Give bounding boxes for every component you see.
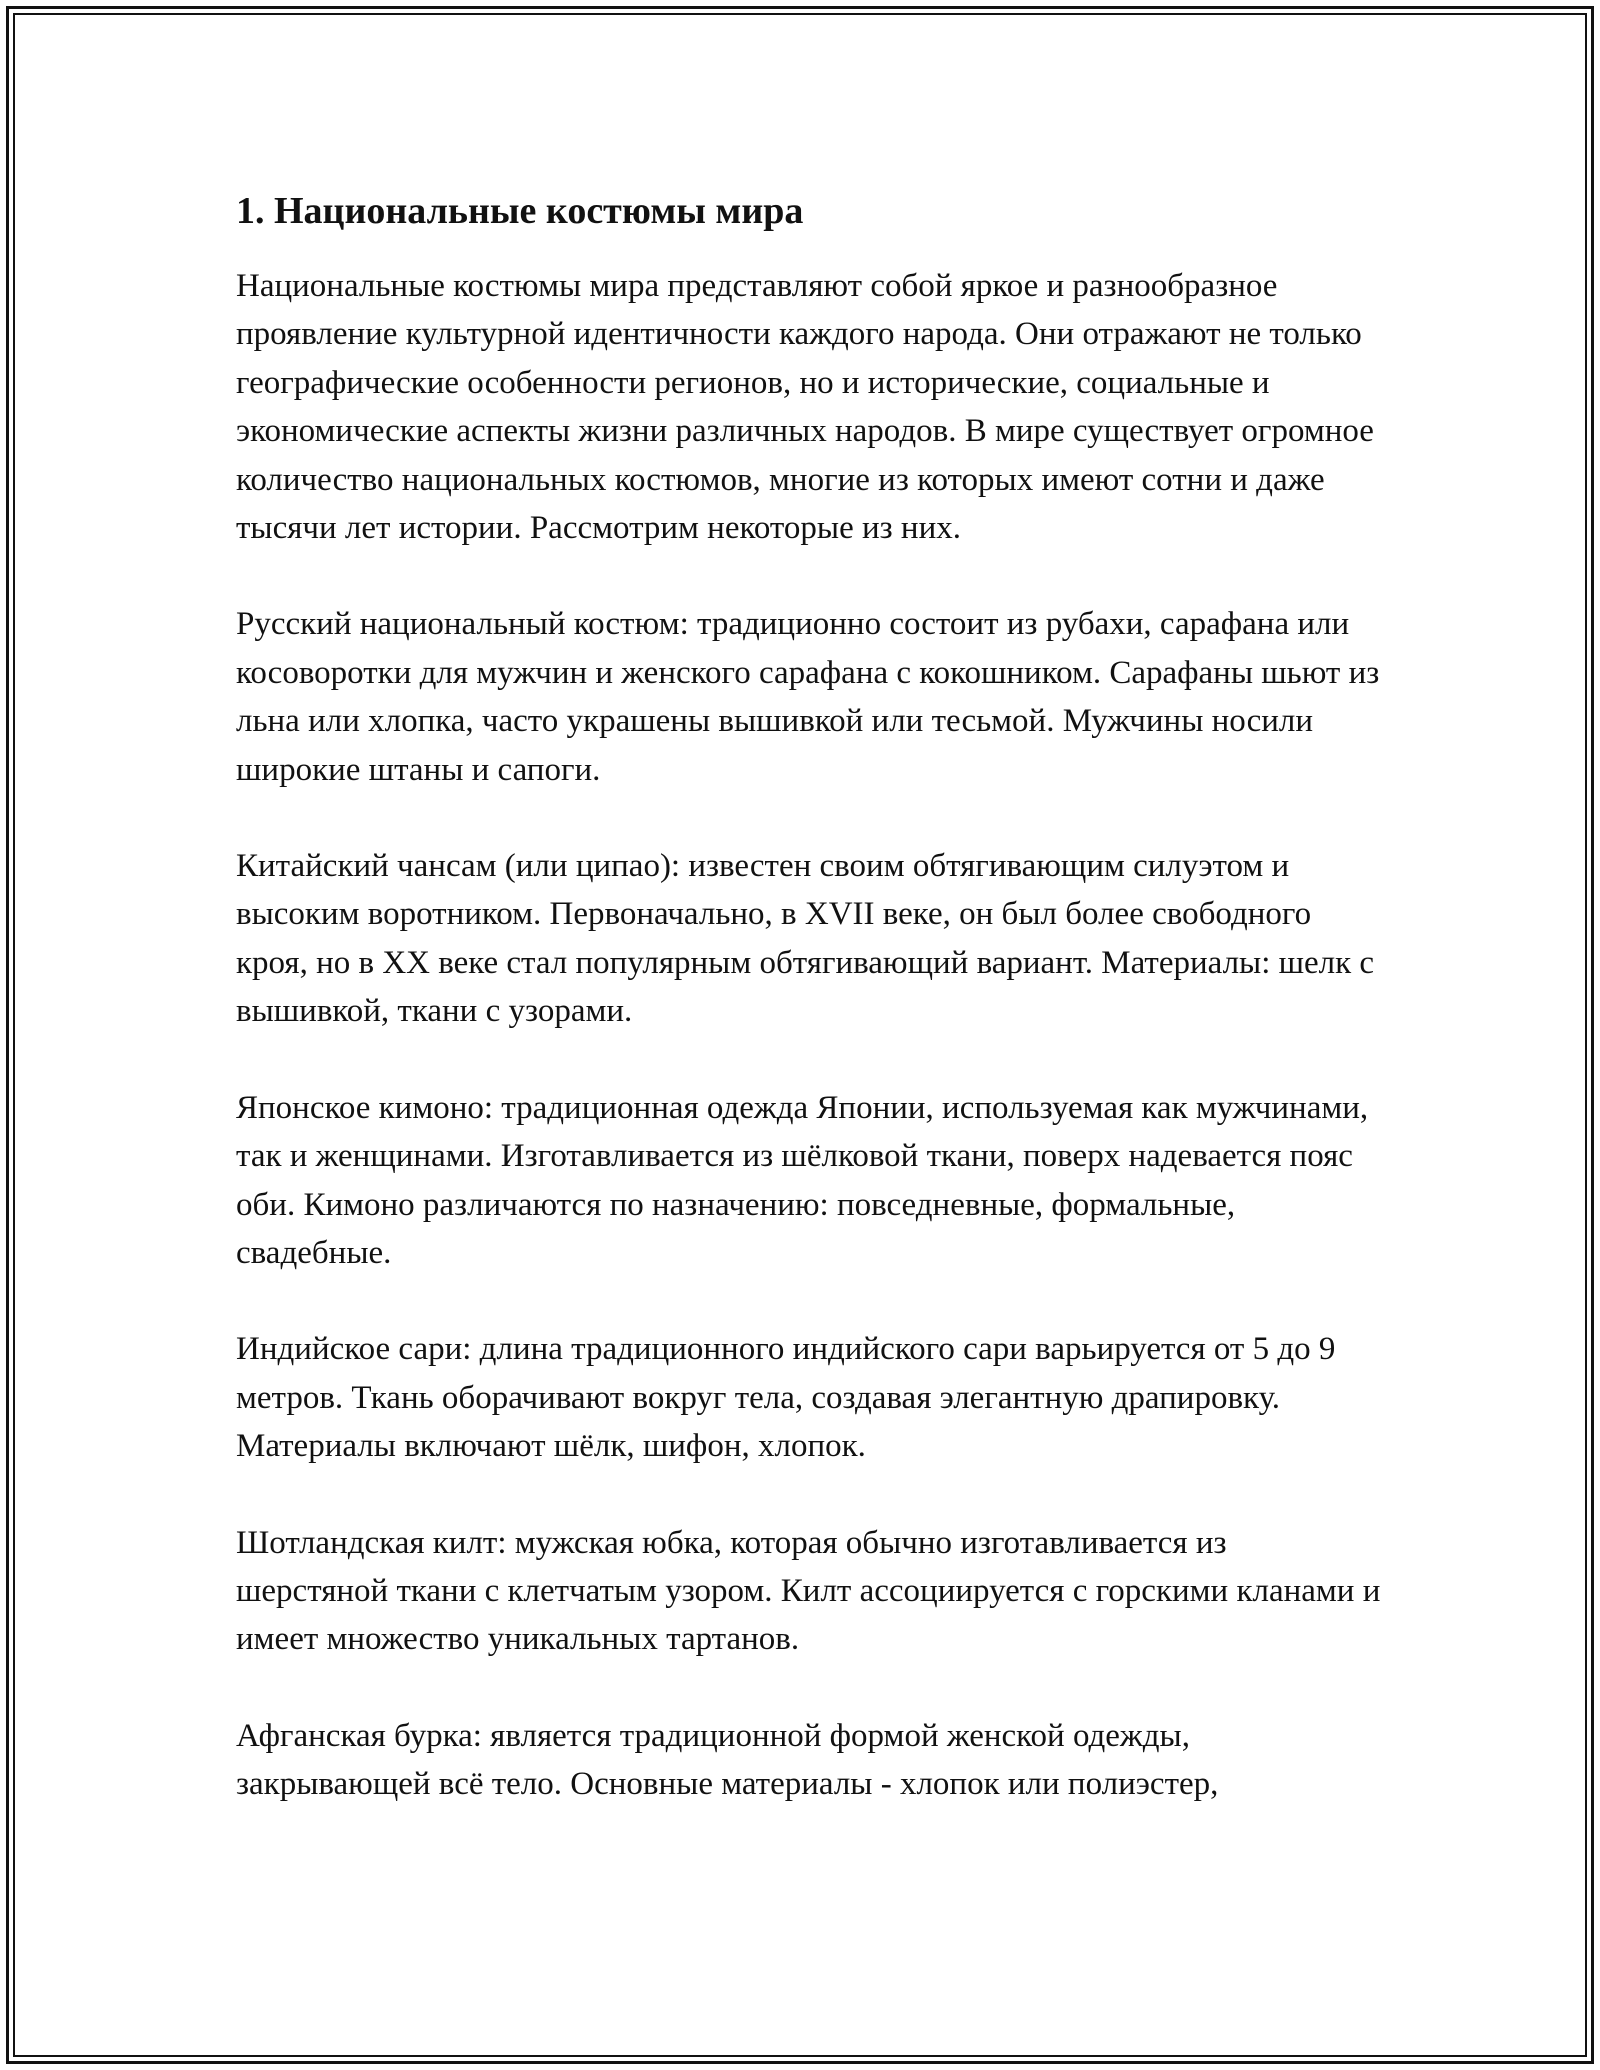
section-heading: 1. Национальные костюмы мира — [236, 190, 804, 232]
paragraph-russian-costume: Русский национальный костюм: традиционно состоит из рубахи, сарафана или косоворотки для мужчин и женского сарафана с кокошником. Сарафаны шьют из льна или хлопка, часто украшены вышивкой или тесьмой. Мужчины носили широкие штаны и сапоги. — [236, 606, 1380, 788]
paragraph-scottish-kilt: Шотландская килт: мужская юбка, которая обычно изготавливается из шерстяной ткани с клетчатым узором. Килт ассоциируется с горскими кланами и имеет множество уникальных тартанов. — [236, 1524, 1381, 1658]
document-body — [236, 186, 1386, 1857]
paragraph-afghan-burqa: Афганская бурка: является традиционной формой женской одежды, закрывающей всё тело. Основные материалы - хлопок или полиэстер, — [236, 1717, 1219, 1803]
paragraph-indian-sari: Индийское сари: длина традиционного индийского сари варьируется от 5 до 9 метров. Ткань оборачивают вокруг тела, создавая элегантную драпировку. Материалы включают шёлк, шифон, хлопок. — [236, 1331, 1336, 1465]
paragraph-japanese-kimono: Японское кимоно: традиционная одежда Японии, используемая как мужчинами, так и женщинами. Изготавливается из шёлковой ткани, поверх надевается пояс оби. Кимоно различаются по назначению: повседневные, формальные, свадебные. — [236, 1089, 1369, 1271]
paragraph-intro: Национальные костюмы мира представляют собой яркое и разнообразное проявление культурной идентичности каждого народа. Они отражают не только географические особенности регионов, но и исторические, социальные и экономические аспекты жизни различных народов. В мире существует огромное количество национальных костюмов, многие из которых имеют сотни и даже тысячи лет истории. Рассмотрим некоторые из них. — [236, 268, 1374, 547]
paragraph-chinese-cheongsam: Китайский чансам (или ципао): известен своим обтягивающим силуэтом и высоким воротником. Первоначально, в XVII веке, он был более свободного кроя, но в XX веке стал популярным обтягивающий вариант. Материалы: шелк с вышивкой, ткани с узорами. — [236, 848, 1375, 1030]
